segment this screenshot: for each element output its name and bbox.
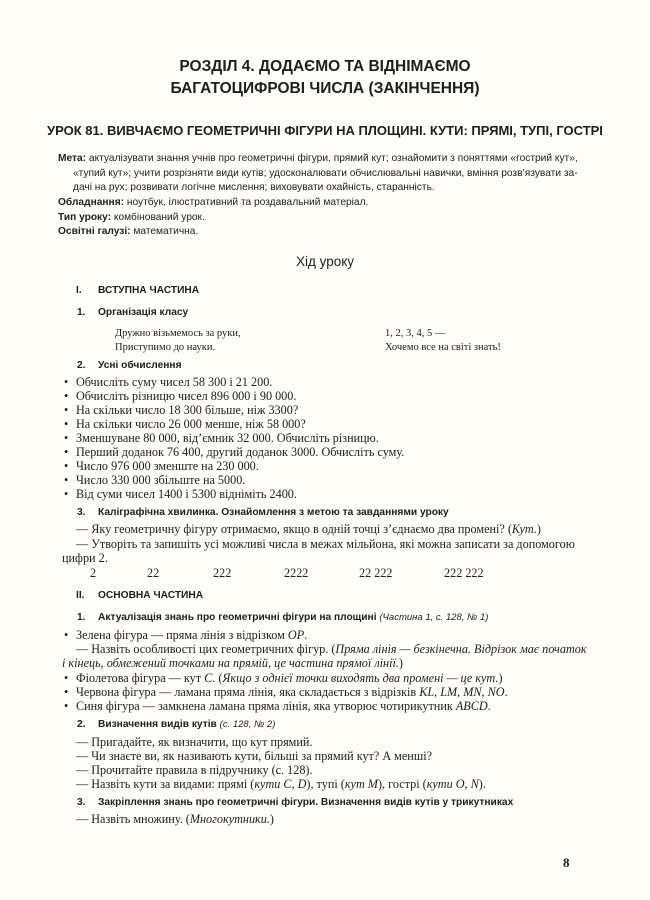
part1-title: ВСТУПНА ЧАСТИНА (98, 285, 200, 296)
number-item: 22 222 (359, 566, 393, 580)
calc-item: • На скільки число 18 300 більше, ніж 3300? (76, 403, 298, 418)
calc-item: • Обчисліть різницю чисел 896 000 і 90 000. (76, 389, 296, 404)
equipment-line: Обладнання: ноутбук, ілюстративний та роздавальний матеріал. (58, 197, 369, 208)
calc-item: • На скільки число 26 000 менше, ніж 58 000? (76, 417, 306, 432)
poem-right-line2: Хочемо все на світі знать! (385, 342, 501, 353)
number-item: 2 (90, 566, 97, 580)
features-question-line1: — Назвіть особливості цих геометричних фігур. (Пряма лінія — безкінечна. Відрізок має початок (76, 642, 587, 656)
number-item: 22 (147, 566, 160, 580)
part1-s3-num: 3. (77, 507, 86, 518)
goal-line1: Мета: актуалізувати знання учнів про геометричні фігури, прямий кут; ознайомити з поняттями «гострий кут», (58, 153, 578, 164)
part1-s2-title: Усні обчислення (98, 360, 182, 371)
part2-s1-num: 1. (77, 612, 86, 623)
question-right-angle: — Пригадайте, як визначити, що кут прямий. (76, 735, 313, 749)
red-figure-item: • Червона фігура — ламана пряма лінія, яка складається з відрізків KL, LM, MN, NO. (76, 685, 508, 700)
poem-right-line1: 1, 2, 3, 4, 5 — (385, 328, 446, 339)
calc-item: • Від суми чисел 1400 і 5300 відніміть 2400. (76, 487, 297, 502)
chapter-title-line2: БАГАТОЦИФРОВІ ЧИСЛА (ЗАКІНЧЕННЯ) (170, 80, 480, 97)
features-question-line2: і кінець, обмежений точками на прямій, це частина прямої лінії.) (62, 656, 403, 670)
part2-s3-title: Закріплення знань про геометричні фігури. Визначення видів кутів у трикутниках (98, 797, 514, 808)
education-field-label: Освітні галузі: (58, 226, 131, 237)
number-item: 2222 (284, 566, 309, 580)
part2-s2-num: 2. (77, 719, 86, 730)
course-heading: Хід уроку (295, 254, 355, 269)
violet-figure-item: • Фіолетова фігура — кут C. (Якщо з однієї точки виходять два промені — це кут.) (76, 671, 503, 686)
poem-left-line1: Дружно візьмемось за руки, (115, 328, 241, 339)
lesson-type-line: Тип уроку: комбінований урок. (58, 212, 205, 223)
question-geometric-figure: — Яку геометричну фігуру отримаємо, якщо в одній точці з’єднаємо два промені? (Кут.) (76, 522, 541, 536)
part2-title: ОСНОВНА ЧАСТИНА (98, 590, 204, 601)
calc-item: • Перший доданок 76 400, другий доданок 3000. Обчисліть суму. (76, 445, 404, 460)
part2-numeral: II. (76, 590, 85, 601)
chapter-title-line1: РОЗДІЛ 4. ДОДАЄМО ТА ВІДНІМАЄМО (179, 58, 471, 75)
equipment-label: Обладнання: (58, 197, 125, 208)
question-read-rules: — Прочитайте правила в підручнику (с. 128). (76, 763, 313, 777)
poem-left-line2: Приступимо до науки. (115, 342, 216, 353)
calc-item: • Число 330 000 збільште на 5000. (76, 473, 245, 488)
question-angle-kinds: — Назвіть кути за видами: прямі (кути C, D), тупі (кут M), гострі (кути O, N). (76, 777, 486, 791)
calc-item: • Зменшуване 80 000, від’ємник 32 000. Обчисліть різницю. (76, 431, 379, 446)
goal-line3: дачі на рух; розвивати логічне мислення; виховувати охайність, старанність. (73, 182, 435, 193)
part1-numeral: I. (76, 285, 82, 296)
goal-line2: «тупий кут»; учити розрізняти види кутів; удосконалювати обчислювальні навички, вміння розв’язувати за- (73, 168, 578, 179)
part2-s1-heading: Актуалізація знань про геометричні фігури на площині (Частина 1, с. 128, № 1) (98, 612, 489, 623)
part1-s1-title: Організація класу (98, 307, 189, 318)
education-field-line: Освітні галузі: математична. (58, 226, 199, 237)
number-item: 222 222 (444, 566, 484, 580)
part1-s2-num: 2. (77, 360, 86, 371)
part2-s2-heading: Визначення видів кутів (с. 128, № 2) (98, 719, 276, 730)
lesson-title: УРОК 81. ВИВЧАЄМО ГЕОМЕТРИЧНІ ФІГУРИ НА ПЛОЩИНІ. КУТИ: ПРЯМІ, ТУПІ, ГОСТРІ (47, 123, 603, 138)
page-number: 8 (563, 855, 570, 870)
question-angle-names: — Чи знаєте ви, як називають кути, більші за прямий кут? А менші? (76, 749, 432, 763)
part1-s3-title: Каліграфічна хвилинка. Ознайомлення з метою та завданнями уроку (98, 507, 449, 518)
calc-item: • Число 976 000 зменште на 230 000. (76, 459, 259, 474)
green-figure-item: • Зелена фігура — пряма лінія з відрізком OP. (76, 628, 307, 643)
part2-s3-num: 3. (77, 797, 86, 808)
lesson-type-label: Тип уроку: (58, 212, 112, 223)
blue-figure-item: • Синя фігура — замкнена ламана пряма лінія, яка утворює чотирикутник ABCD. (76, 699, 491, 714)
goal-label: Мета: (58, 153, 87, 164)
question-set-name: — Назвіть множину. (Многокутники.) (76, 812, 274, 826)
part1-s1-num: 1. (77, 307, 86, 318)
calc-item: • Обчисліть суму чисел 58 300 і 21 200. (76, 375, 272, 390)
question-numbers-line1: — Утворіть та запишіть усі можливі числа в межах мільйона, які можна записати за допомогою (76, 537, 575, 551)
number-item: 222 (213, 566, 232, 580)
question-numbers-line2: цифри 2. (62, 551, 108, 565)
